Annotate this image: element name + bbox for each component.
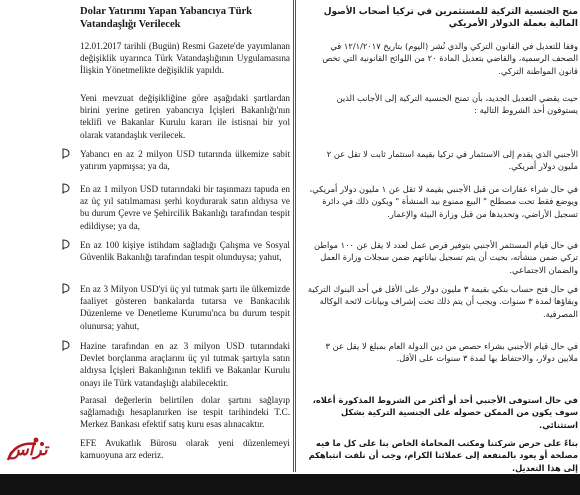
arabic-para-final: في حال استوفى الأجنبي أحد أو أكثر من الشروط المذكورة أعلاه، سوف يكون من الممكن حصوله على الجنسية التركية بشكل استثنائي. xyxy=(312,395,578,430)
watermark-logo-text: تراس xyxy=(8,440,48,460)
arabic-closing: بناءً على حرص شركتنا ومكتب المحاماة الخاص بنا على كل ما فيه مصلحة أو يعود بالمنفعة إلى عملائنا الكرام، وجب أن نلفت انتباهكم إلى هذا التعديل. xyxy=(308,438,578,473)
turkish-bullet-2: En az 1 milyon USD tutarındaki bir taşınmazı tapuda en az üç yıl satılmaması şerhi koydurarak satın aldıysa ve bu durum Çevre ve Şehircilik Bakanlığı tarafından tespit edildiyse; ya da, xyxy=(80,184,290,231)
turkish-bullet-4: En az 3 Milyon USD'yi üç yıl tutmak şartı ile ülkemizde faaliyet gösteren bankalarda tutarsa ve Bankacılık Düzenleme ve Denetleme Kurumu'nca bu durum tespit olunursa; yahut, xyxy=(80,284,290,331)
arabic-intro: وفقا للتعديل في القانون التركي والذي نُشر (اليوم) بتاريخ ١٢/١/٢٠١٧ في الصحف الرسمية، والقاضي بتعديل المادة ٢٠ من اللوائح القانونية التي تخص قانون المواطنة التركي. xyxy=(322,41,578,76)
turkish-para2: Yeni mevzuat değişikliğine göre aşağıdaki şartlardan birini yerine getiren yabancıya İçişleri Bakanlığı'nın teklifi ve Bakanlar Kurulu kararı ile istisnai bir yol olarak vatandaşlık verilecek. xyxy=(80,93,290,140)
bullet-icon xyxy=(61,183,70,194)
arabic-column xyxy=(298,0,580,495)
turkish-intro: 12.01.2017 tarihli (Bugün) Resmi Gazete'de yayımlanan değişiklik uyarınca Türk Vatandaşlığının Uygulamasına İlişkin Yönetmelikte değişiklik yapıldı. xyxy=(80,41,290,76)
arabic-bullet-5: في حال قيام الأجنبي بشراء حصص من دين الدولة العام بمبلغ لا يقل عن ٣ ملايين دولار، والاحتفاظ بها لمدة ٣ سنوات على الأقل. xyxy=(325,341,578,364)
bullet-icon xyxy=(61,340,70,351)
turkish-title: Dolar Yatırımı Yapan Yabancıya Türk Vatandaşlığı Verilecek xyxy=(80,6,253,30)
arabic-bullet-2: في حال شراء عقارات من قبل الأجنبي بقيمة لا تقل عن ١ مليون دولار أمريكي، ويوضع فقط تحت مصطلح " البيع ممنوع بيد المنشأة " ويكون ذلك في دائرة تسجيل الأراضي، وتحديدها من قبل وزارة البيئة والإعمار. xyxy=(309,184,578,219)
bottom-bar xyxy=(0,474,580,495)
bullet-icon xyxy=(61,283,70,294)
turkish-para-final: Parasal değerlerin belirtilen dolar şartını sağlayıp sağlamadığı hesaplanırken ise tespit tarihindeki T.C. Merkez Bankası efektif satış kuru esas alınacaktır. xyxy=(80,395,290,430)
turkish-closing: EFE Avukatlık Bürosu olarak yeni düzenlemeyi kamuoyuna arz ederiz. xyxy=(80,438,290,461)
bullet-icon xyxy=(61,148,70,159)
arabic-title: منح الجنسية التركية للمستثمرين في تركيا أصحاب الأصول المالية بعملة الدولار الأمريكي xyxy=(323,7,578,30)
turkish-bullet-1: Yabancı en az 2 milyon USD tutarında ülkemize sabit yatırım yapmışsa; ya da, xyxy=(80,149,290,172)
arabic-bullet-1: الأجنبي الذي يقدم إلى الاستثمار في تركيا بقيمة استثمار ثابت لا تقل عن ٢ مليون دولار أمريكي. xyxy=(326,149,578,172)
column-divider xyxy=(293,0,296,472)
turkish-bullet-5: Hazine tarafından en az 3 milyon USD tutarındaki Devlet borçlanma araçlarını üç yıl tutmak şartıyla satın aldıysa İçişleri Bakanlığının teklifi ve Bakanlar Kurulu onayı ile Türk vatandaşlığı alabilecektir. xyxy=(80,341,290,388)
arabic-para2: حيث يقضي التعديل الجديد، بأن تمنح الجنسية التركية إلى الأجانب الذين يستوفون أحد الشروط التالية : xyxy=(336,93,578,116)
arabic-bullet-4: في حال فتح حساب بنكي بقيمة ٣ مليون دولار على الأقل في أحد البنوك التركية وبقاؤها لمدة ٣ سنوات. ويجب أن يتم ذلك تحت إشراف وبيانات لائحة الوكالة المصرفية. xyxy=(307,284,578,319)
turkish-bullet-3: En az 100 kişiye istihdam sağladığı Çalışma ve Sosyal Güvenlik Bakanlığı tarafından tespit olunduysa; yahut, xyxy=(80,240,290,263)
bullet-icon xyxy=(61,239,70,250)
arabic-bullet-3: في حال قيام المستثمر الأجنبي بتوفير فرص عمل لعدد لا يقل عن ١٠٠ مواطن تركي ضمن منشأته، بحيث أن يتم تسجيل بياناتهم ضمن سجلات وزارة العمل والضمان الاجتماعي. xyxy=(314,240,578,275)
